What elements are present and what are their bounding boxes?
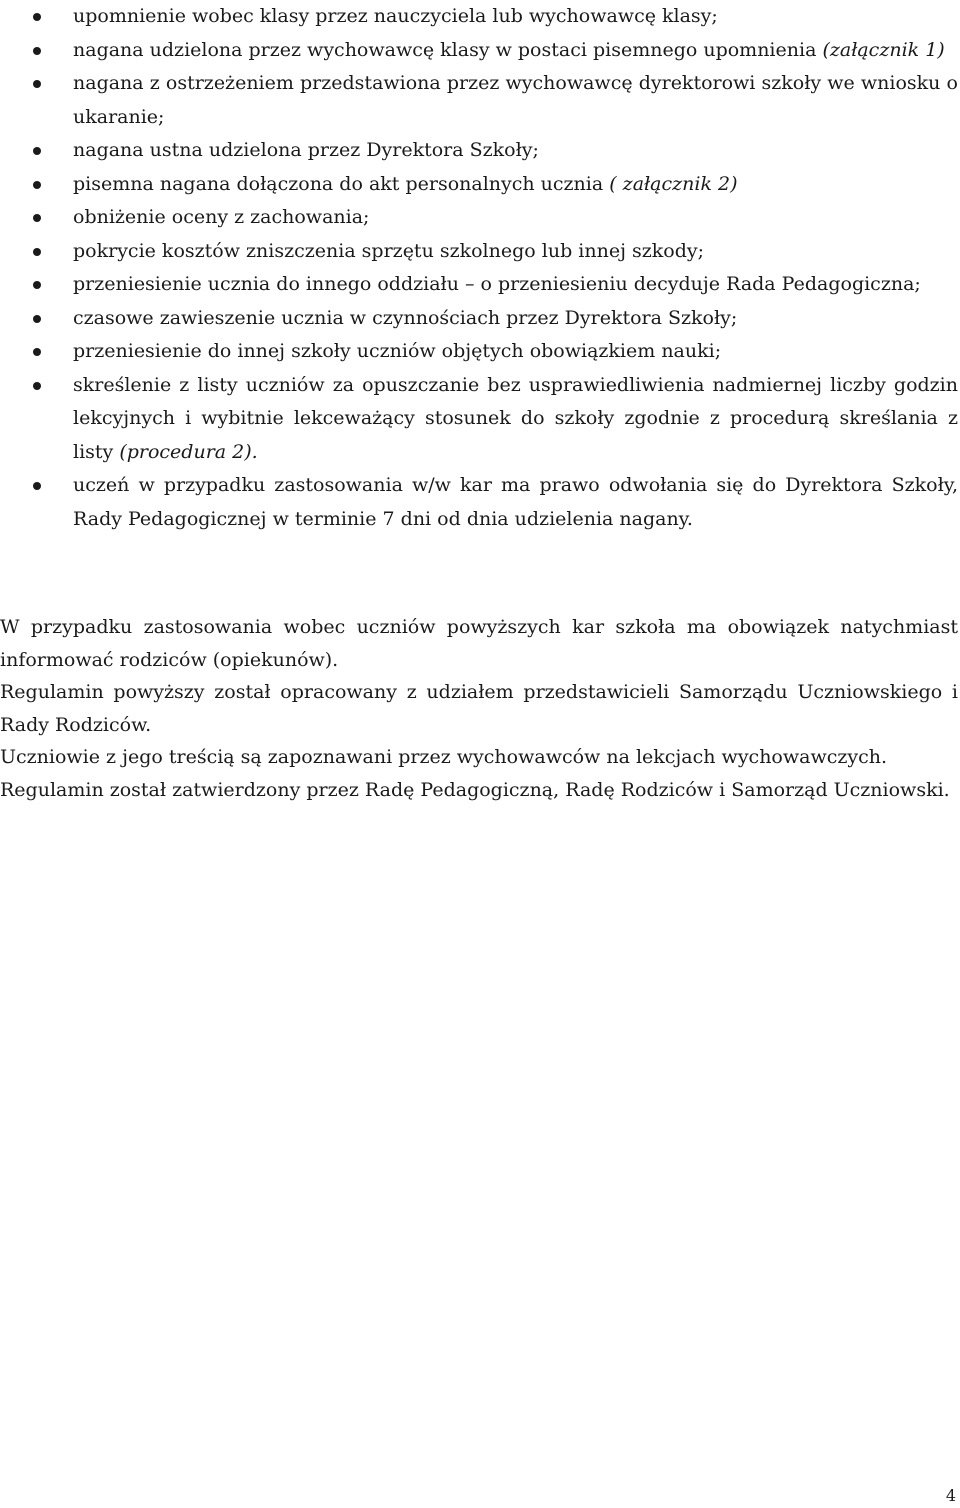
list-item: pisemna nagana dołączona do akt personalnych ucznia ( załącznik 2): [0, 168, 960, 202]
page-number: 4: [945, 1486, 956, 1505]
attachment-reference: (załącznik 1): [822, 38, 945, 61]
attachment-reference: ( załącznik 2): [609, 172, 738, 195]
list-item: nagana udzielona przez wychowawcę klasy w postaci pisemnego upomnienia (załącznik 1): [0, 34, 960, 68]
list-item: obniżenie oceny z zachowania;: [0, 201, 960, 235]
list-item: skreślenie z listy uczniów za opuszczanie bez usprawiedliwienia nadmiernej liczby godzin lekcyjnych i wybitnie lekceważący stosunek do szkoły zgodnie z procedurą skreślania z listy (procedura 2).: [0, 369, 960, 470]
list-item: nagana ustna udzielona przez Dyrektora Szkoły;: [0, 134, 960, 168]
paragraph: W przypadku zastosowania wobec uczniów powyższych kar szkoła ma obowiązek natychmiast informować rodziców (opiekunów).: [0, 616, 958, 671]
list-item: pokrycie kosztów zniszczenia sprzętu szkolnego lub innej szkody;: [0, 235, 960, 269]
paragraph: Regulamin został zatwierdzony przez Radę Pedagogiczną, Radę Rodziców i Samorząd Uczniowski.: [0, 778, 950, 801]
list-item: czasowe zawieszenie ucznia w czynnościach przez Dyrektora Szkoły;: [0, 302, 960, 336]
list-item: upomnienie wobec klasy przez nauczyciela lub wychowawcę klasy;: [0, 0, 960, 34]
list-item: nagana z ostrzeżeniem przedstawiona przez wychowawcę dyrektorowi szkoły we wniosku o ukaranie;: [0, 67, 960, 134]
paragraph: Regulamin powyższy został opracowany z udziałem przedstawicieli Samorządu Uczniowskiego i Rady Rodziców.: [0, 681, 958, 736]
list-item: przeniesienie do innej szkoły uczniów objętych obowiązkiem nauki;: [0, 335, 960, 369]
list-item: uczeń w przypadku zastosowania w/w kar ma prawo odwołania się do Dyrektora Szkoły, Rady Pedagogicznej w terminie 7 dni od dnia udzielenia nagany.: [0, 469, 960, 536]
list-item: przeniesienie ucznia do innego oddziału – o przeniesieniu decyduje Rada Pedagogiczna;: [0, 268, 960, 302]
penalties-list: [0, 0, 960, 536]
paragraph: Uczniowie z jego treścią są zapoznawani przez wychowawców na lekcjach wychowawczych.: [0, 746, 888, 768]
closing-paragraphs: [0, 611, 958, 806]
procedure-reference: (procedura 2).: [119, 440, 258, 463]
